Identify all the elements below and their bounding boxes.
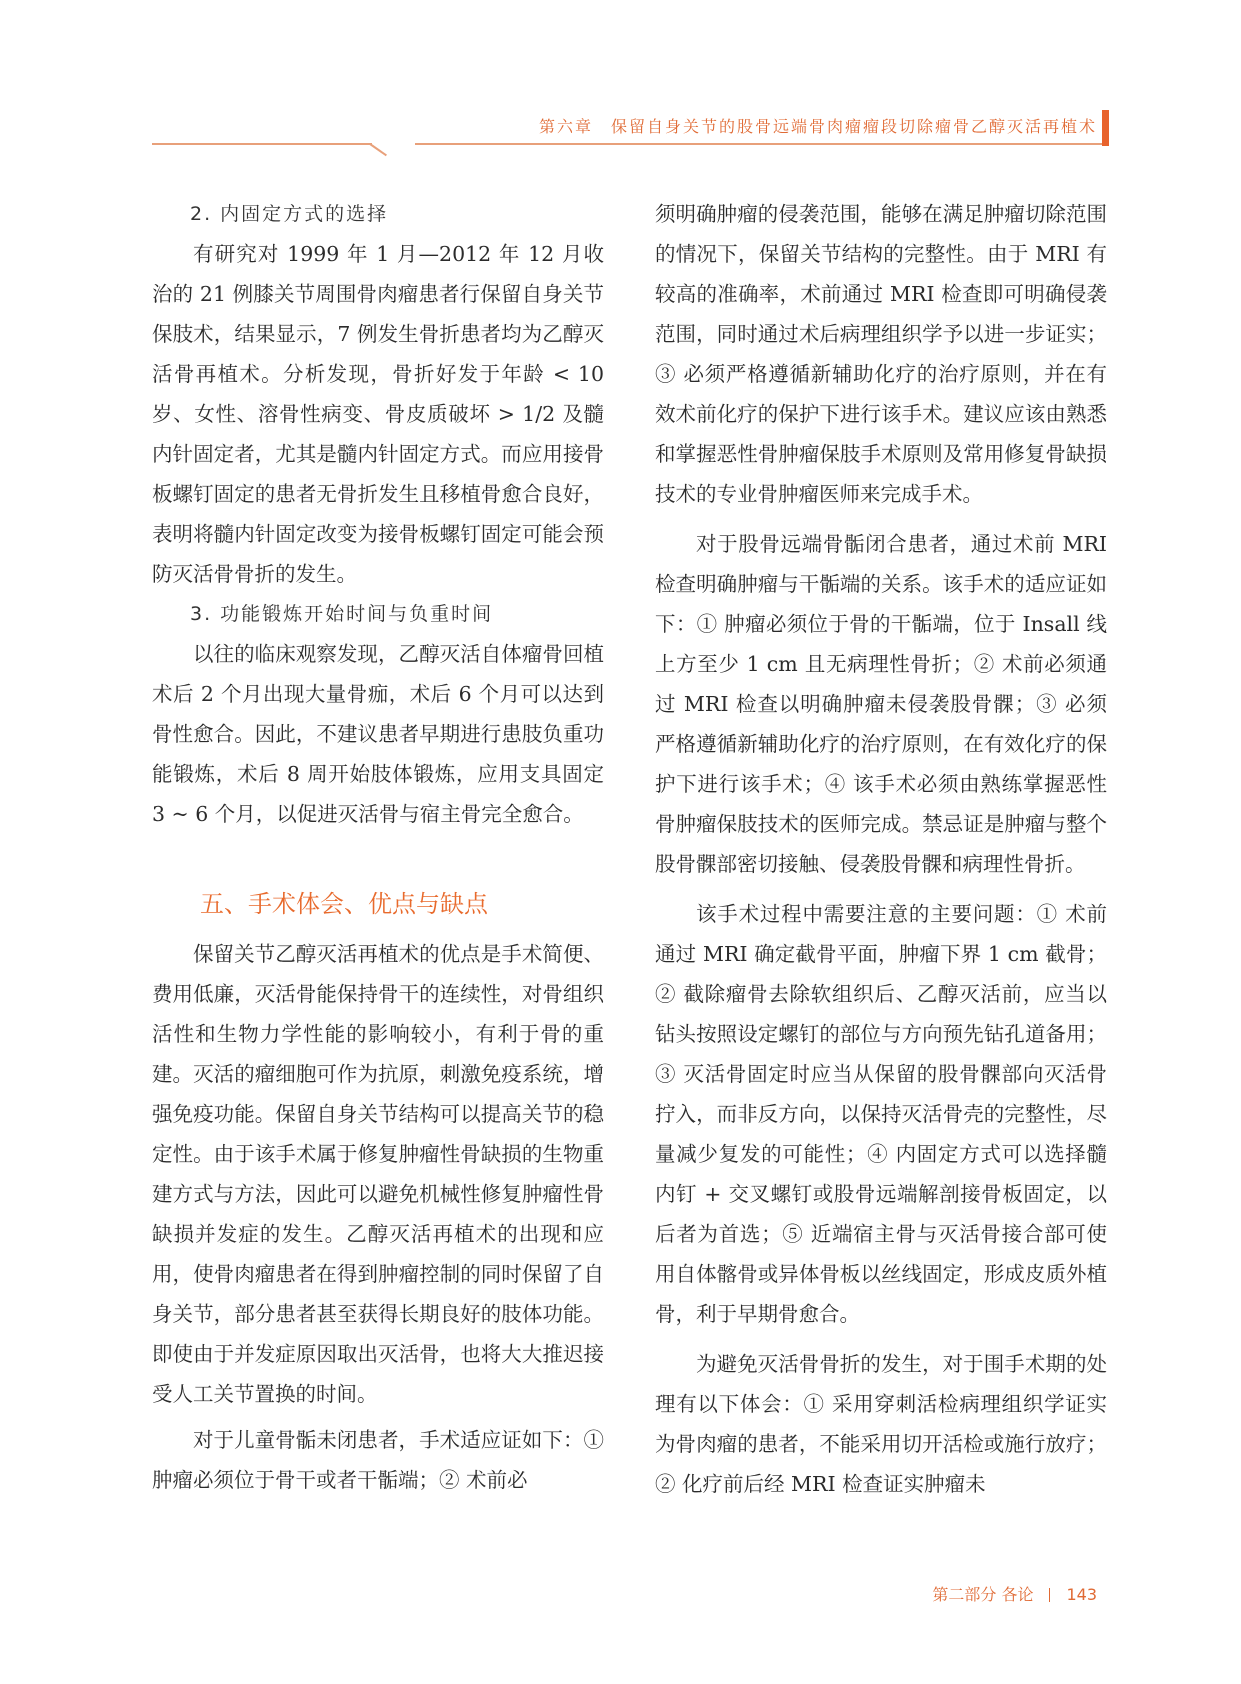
left-column — [152, 194, 604, 1500]
paragraph: 对于股骨远端骨骺闭合患者，通过术前 MRI 检查明确肿瘤与干骺端的关系。该手术的适应证如下：① 肿瘤必须位于骨的干骺端，位于 Insall 线上方至少 1 cm 且无病理性骨折；② 术前必须通过 MRI 检查以明确肿瘤未侵袭股骨髁；③ 必须严格遵循新辅助化疗的治疗原则，在有效化疗的保护下进行该手术；④ 该手术必须由熟练掌握恶性骨肿瘤保肢技术的医师完成。禁忌证是肿瘤与整个股骨髁部密切接触、侵袭股骨髁和病理性骨折。 — [655, 532, 1107, 876]
paragraph: 该手术过程中需要注意的主要问题：① 术前通过 MRI 确定截骨平面，肿瘤下界 1 cm 截骨；② 截除瘤骨去除软组织后、乙醇灭活前，应当以钻头按照设定螺钉的部位与方向预先钻孔道备用；③ 灭活骨固定时应当从保留的股骨髁部向灭活骨拧入，而非反方向，以保持灭活骨壳的完整性，尽量减少复发的可能性；④ 内固定方式可以选择髓内钉 + 交叉螺钉或股骨远端解剖接骨板固定，以后者为首选；⑤ 近端宿主骨与灭活骨接合部可使用自体髂骨或异体骨板以丝线固定，形成皮质外植骨，利于早期骨愈合。 — [655, 902, 1107, 1326]
footer-part-label: 第二部分 各论 — [932, 1585, 1034, 1604]
footer-separator — [1049, 1588, 1050, 1602]
running-header — [539, 114, 1097, 137]
paragraph: 对于儿童骨骺未闭患者，手术适应证如下：① 肿瘤必须位于骨干或者干骺端；② 术前必 — [152, 1428, 604, 1492]
page-footer — [932, 1582, 1097, 1605]
header-rule-slant — [369, 143, 387, 156]
paragraph: 保留关节乙醇灭活再植术的优点是手术简便、费用低廉，灭活骨能保持骨干的连续性，对骨组织活性和生物力学性能的影响较小，有利于骨的重建。灭活的瘤细胞可作为抗原，刺激免疫系统，增强免疫功能。保留自身关节结构可以提高关节的稳定性。由于该手术属于修复肿瘤性骨缺损的生物重建方式与方法，因此可以避免机械性修复肿瘤性骨缺损并发症的发生。乙醇灭活再植术的出现和应用，使骨肉瘤患者在得到肿瘤控制的同时保留了自身关节，部分患者甚至获得长期良好的肢体功能。即使由于并发症原因取出灭活骨，也将大大推迟接受人工关节置换的时间。 — [152, 942, 604, 1406]
section-title: 五、手术体会、优点与缺点 — [200, 890, 488, 918]
paragraph-continued: 须明确肿瘤的侵袭范围，能够在满足肿瘤切除范围的情况下，保留关节结构的完整性。由于 MRI 有较高的准确率，术前通过 MRI 检查即可明确侵袭范围，同时通过术后病理组织学予以进一步证实；③ 必须严格遵循新辅助化疗的治疗原则，并在有效术前化疗的保护下进行该手术。建议应该由熟悉和掌握恶性骨肿瘤保肢手术原则及常用修复骨缺损技术的专业骨肿瘤医师来完成手术。 — [655, 202, 1107, 506]
paragraph: 为避免灭活骨骨折的发生，对于围手术期的处理有以下体会：① 采用穿刺活检病理组织学证实为骨肉瘤的患者，不能采用切开活检或施行放疗；② 化疗前后经 MRI 检查证实肿瘤未 — [655, 1352, 1107, 1496]
header-rule-left — [152, 143, 372, 145]
paragraph: 有研究对 1999 年 1 月—2012 年 12 月收治的 21 例膝关节周围骨肉瘤患者行保留自身关节保肢术，结果显示，7 例发生骨折患者均为乙醇灭活骨再植术。分析发现，骨折好发于年龄 < 10 岁、女性、溶骨性病变、骨皮质破坏 > 1/2 及髓内针固定者，尤其是髓内针固定方式。而应用接骨板螺钉固定的患者无骨折发生且移植骨愈合良好，表明将髓内针固定改变为接骨板螺钉固定可能会预防灭活骨骨折的发生。 — [152, 242, 604, 586]
header-accent-bar — [1102, 110, 1109, 146]
right-column — [655, 194, 1107, 1504]
page-number: 143 — [1066, 1585, 1097, 1604]
header-rule-right — [415, 143, 1105, 145]
subheading-internal-fixation: 2. 内固定方式的选择 — [190, 203, 389, 225]
paragraph: 以往的临床观察发现，乙醇灭活自体瘤骨回植术后 2 个月出现大量骨痂，术后 6 个月可以达到骨性愈合。因此，不建议患者早期进行患肢负重功能锻炼，术后 8 周开始肢体锻炼，应用支具固定 3 ~ 6 个月，以促进灭活骨与宿主骨完全愈合。 — [152, 642, 604, 826]
chapter-title: 保留自身关节的股骨远端骨肉瘤瘤段切除瘤骨乙醇灭活再植术 — [610, 117, 1097, 136]
chapter-label: 第六章 — [538, 117, 593, 136]
subheading-functional-exercise: 3. 功能锻炼开始时间与负重时间 — [190, 603, 494, 625]
